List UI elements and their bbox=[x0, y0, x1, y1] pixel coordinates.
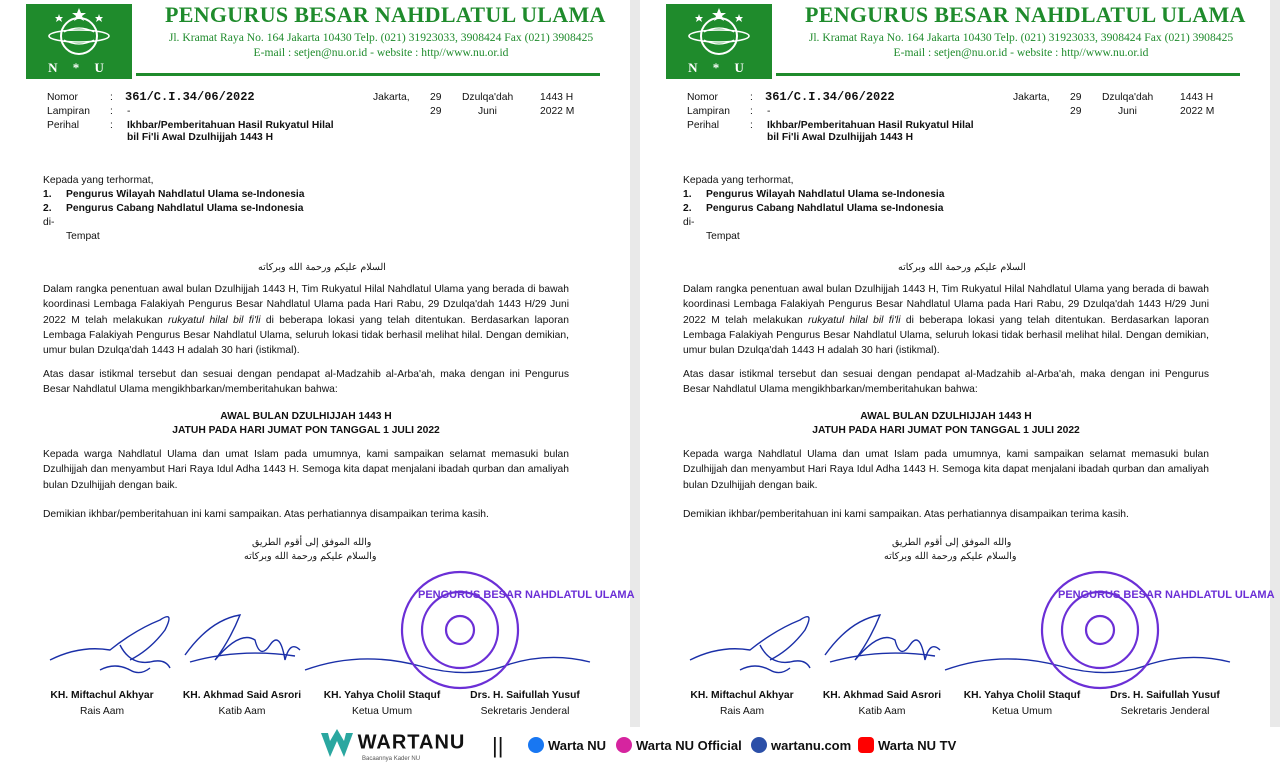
signatory-1-name: KH. Miftachul Akhyar bbox=[50, 690, 154, 701]
lampiran-label: Lampiran bbox=[47, 106, 90, 117]
signatory-1-name: KH. Miftachul Akhyar bbox=[690, 690, 794, 701]
recipient-num-2: 2. bbox=[683, 203, 692, 214]
nomor-label: Nomor bbox=[47, 92, 78, 103]
recipient-num-1: 1. bbox=[683, 189, 692, 200]
signatory-4 bbox=[1095, 688, 1235, 720]
perihal-line-1: Ikhbar/Pemberitahuan Hasil Rukyatul Hilal bbox=[767, 120, 974, 131]
recipient-2: Pengurus Cabang Nahdlatul Ulama se-Indonesia bbox=[706, 203, 944, 214]
date-hijri-day: 29 bbox=[1070, 92, 1082, 103]
facebook-icon bbox=[528, 737, 544, 753]
paragraph-1-emphasis: rukyatul hilal bil fi'li bbox=[808, 314, 901, 326]
instagram-label: Warta NU Official bbox=[636, 738, 742, 753]
facebook-link[interactable] bbox=[528, 737, 606, 753]
signatory-2-name: KH. Akhmad Said Asrori bbox=[182, 690, 302, 701]
letter-page-right bbox=[640, 0, 1275, 727]
date-city: Jakarta, bbox=[373, 92, 410, 103]
date-hijri-day: 29 bbox=[430, 92, 442, 103]
instagram-icon bbox=[616, 737, 632, 753]
paragraph-4: Demikian ikhbar/pemberitahuan ini kami sampaikan. Atas perhatiannya disampaikan terima kasih. bbox=[683, 509, 1129, 520]
closing-line-1: والله الموفق إلى أقوم الطريق bbox=[252, 537, 372, 548]
lampiran-label: Lampiran bbox=[687, 106, 730, 117]
nomor-value: 361/C.I.34/06/2022 bbox=[765, 90, 895, 104]
signatory-3 bbox=[952, 688, 1092, 720]
date-hijri-month: Dzulqa'dah bbox=[1102, 92, 1154, 103]
announcement-line-1: AWAL BULAN DZULHIJJAH 1443 H bbox=[220, 411, 392, 422]
salam-opening: السلام عليكم ورحمة الله وبركاته bbox=[258, 262, 386, 273]
header-rule bbox=[776, 73, 1240, 76]
paragraph-1-part-b: di beberapa lokasi yang telah ditentukan. Berdasarkan laporan Lembaga Falakiyah Pengurus Besar Nahdlatul Ulama, seluruh lokasi tidak berhasil melihat hilal. Dengan demikian, umur bulan Dzulqa'dah 1443 H adalah 30 hari (istikmal). bbox=[683, 314, 1209, 357]
paragraph-1-emphasis: rukyatul hilal bil fi'li bbox=[168, 314, 261, 326]
recipient-place: Tempat bbox=[706, 231, 740, 242]
paragraph-1 bbox=[683, 282, 1209, 358]
address-line-1: Jl. Kramat Raya No. 164 Jakarta 10430 Telp. (021) 31923033, 3908424 Fax (021) 3908425 bbox=[808, 31, 1234, 44]
signatory-3-name: KH. Yahya Cholil Staquf bbox=[963, 690, 1081, 701]
recipient-di: di- bbox=[43, 217, 55, 228]
nomor-colon: : bbox=[110, 92, 113, 103]
org-address bbox=[805, 30, 1237, 60]
recipient-1: Pengurus Wilayah Nahdlatul Ulama se-Indonesia bbox=[706, 189, 945, 200]
paragraph-4: Demikian ikhbar/pemberitahuan ini kami sampaikan. Atas perhatiannya disampaikan terima kasih. bbox=[43, 509, 489, 520]
paragraph-2: Atas dasar istikmal tersebut dan sesuai dengan pendapat al-Madzahib al-Arba'ah, maka dengan ini Pengurus Besar Nahdlatul Ulama mengikhbarkan/memberitahukan bahwa: bbox=[43, 369, 569, 396]
lampiran-colon: : bbox=[750, 106, 753, 117]
closing-line-2: والسلام عليكم ورحمة الله وبركاته bbox=[884, 551, 1017, 562]
date-greg-year: 2022 M bbox=[1180, 106, 1215, 117]
recipient-2: Pengurus Cabang Nahdlatul Ulama se-Indonesia bbox=[66, 203, 304, 214]
nomor-label: Nomor bbox=[687, 92, 718, 103]
announcement-line-2: JATUH PADA HARI JUMAT PON TANGGAL 1 JULI 2022 bbox=[172, 425, 440, 436]
signature-1-icon bbox=[690, 617, 810, 673]
signatory-1 bbox=[42, 688, 162, 720]
paragraph-2: Atas dasar istikmal tersebut dan sesuai dengan pendapat al-Madzahib al-Arba'ah, maka dengan ini Pengurus Besar Nahdlatul Ulama mengikhbarkan/memberitahukan bahwa: bbox=[683, 369, 1209, 396]
signatory-4 bbox=[455, 688, 595, 720]
nomor-value: 361/C.I.34/06/2022 bbox=[125, 90, 255, 104]
lampiran-value: - bbox=[767, 106, 771, 117]
recipient-num-2: 2. bbox=[43, 203, 52, 214]
date-hijri-year: 1443 H bbox=[540, 92, 574, 103]
header-rule bbox=[136, 73, 600, 76]
signature-2-icon bbox=[185, 615, 300, 662]
address-line-2: E-mail : setjen@nu.or.id - website : http//www.nu.or.id bbox=[893, 46, 1149, 59]
date-hijri-month: Dzulqa'dah bbox=[462, 92, 514, 103]
facebook-label: Warta NU bbox=[548, 738, 607, 753]
footer-bar bbox=[0, 727, 1280, 768]
signatory-4-title: Sekretaris Jenderal bbox=[1120, 706, 1210, 717]
signatory-2 bbox=[812, 688, 952, 720]
signature-1-icon bbox=[50, 617, 170, 673]
paragraph-1-part-a: Dalam rangka penentuan awal bulan Dzulhijjah 1443 H, Tim Rukyatul Hilal Nahdlatul Ulama yang berada di bawah koordinasi Lembaga Falakiyah Pengurus Besar Nahdlatul Ulama pada Hari Rabu, 29 Dzulqa'dah 1443 H/29 Juni 2022 M telah melakukan bbox=[683, 284, 1209, 326]
paragraph-1 bbox=[43, 282, 569, 358]
nomor-colon: : bbox=[750, 92, 753, 103]
signatory-1-title: Rais Aam bbox=[79, 706, 125, 717]
youtube-icon bbox=[858, 737, 874, 753]
closing-line-2: والسلام عليكم ورحمة الله وبركاته bbox=[244, 551, 377, 562]
salam-opening: السلام عليكم ورحمة الله وبركاته bbox=[898, 262, 1026, 273]
youtube-link[interactable] bbox=[858, 737, 956, 753]
footer-separator: || bbox=[492, 733, 504, 758]
logo-letters: N * U bbox=[688, 60, 750, 75]
globe-icon bbox=[751, 737, 767, 753]
instagram-link[interactable] bbox=[616, 737, 742, 753]
youtube-label: Warta NU TV bbox=[878, 738, 957, 753]
paragraph-3: Kepada warga Nahdlatul Ulama dan umat Islam pada umumnya, kami sampaikan selamat memasuki bulan Dzulhijjah dan menyambut Hari Raya Idul Adha 1443 H. Semoga kita dapat menjalani ibadah qurban dan amaliyah bulan Dzulhijjah dengan baik. bbox=[683, 449, 1209, 491]
org-address bbox=[165, 30, 597, 60]
website-label: wartanu.com bbox=[771, 738, 852, 753]
lampiran-value: - bbox=[127, 106, 131, 117]
address-line-1: Jl. Kramat Raya No. 164 Jakarta 10430 Telp. (021) 31923033, 3908424 Fax (021) 3908425 bbox=[168, 31, 594, 44]
date-city: Jakarta, bbox=[1013, 92, 1050, 103]
signatory-4-title: Sekretaris Jenderal bbox=[480, 706, 570, 717]
org-name: PENGURUS BESAR NAHDLATUL ULAMA bbox=[165, 2, 606, 27]
signatory-3-title: Ketua Umum bbox=[991, 706, 1053, 717]
date-greg-month: Juni bbox=[478, 106, 497, 117]
date-greg-month: Juni bbox=[1118, 106, 1137, 117]
announcement-line-2: JATUH PADA HARI JUMAT PON TANGGAL 1 JULI 2022 bbox=[812, 425, 1080, 436]
nu-logo bbox=[26, 4, 132, 79]
org-name: PENGURUS BESAR NAHDLATUL ULAMA bbox=[805, 2, 1246, 27]
signatory-2-title: Katib Aam bbox=[858, 706, 906, 717]
date-hijri-year: 1443 H bbox=[1180, 92, 1214, 103]
perihal-label: Perihal bbox=[47, 120, 80, 131]
perihal-line-1: Ikhbar/Pemberitahuan Hasil Rukyatul Hilal bbox=[127, 120, 334, 131]
signatures-drawing bbox=[680, 589, 1275, 690]
signatures-drawing bbox=[40, 589, 635, 690]
perihal-colon: : bbox=[750, 120, 753, 131]
logo-letters: N * U bbox=[48, 60, 110, 75]
signatory-1 bbox=[682, 688, 802, 720]
stamp-text: PENGURUS BESAR NAHDLATUL ULAMA bbox=[418, 589, 635, 601]
recipient-1: Pengurus Wilayah Nahdlatul Ulama se-Indonesia bbox=[66, 189, 305, 200]
signatory-3 bbox=[312, 688, 452, 720]
date-greg-day: 29 bbox=[1070, 106, 1082, 117]
nu-logo bbox=[666, 4, 772, 79]
website-link[interactable] bbox=[751, 737, 851, 753]
recipient-intro: Kepada yang terhormat, bbox=[43, 175, 154, 186]
closing-line-1: والله الموفق إلى أقوم الطريق bbox=[892, 537, 1012, 548]
perihal-label: Perihal bbox=[687, 120, 720, 131]
brand-name: WARTANU bbox=[357, 731, 466, 754]
signatory-2-title: Katib Aam bbox=[218, 706, 266, 717]
signatory-1-title: Rais Aam bbox=[719, 706, 765, 717]
signatory-3-name: KH. Yahya Cholil Staquf bbox=[323, 690, 441, 701]
perihal-line-2: bil Fi'li Awal Dzulhijjah 1443 H bbox=[767, 132, 914, 143]
signatory-4-name: Drs. H. Saifullah Yusuf bbox=[470, 690, 580, 701]
address-line-2: E-mail : setjen@nu.or.id - website : http//www.nu.or.id bbox=[253, 46, 509, 59]
perihal-colon: : bbox=[110, 120, 113, 131]
signature-2-icon bbox=[825, 615, 940, 662]
date-greg-year: 2022 M bbox=[540, 106, 575, 117]
paragraph-3: Kepada warga Nahdlatul Ulama dan umat Islam pada umumnya, kami sampaikan selamat memasuki bulan Dzulhijjah dan menyambut Hari Raya Idul Adha 1443 H. Semoga kita dapat menjalani ibadah qurban dan amaliyah bulan Dzulhijjah dengan baik. bbox=[43, 449, 569, 491]
brand-tagline: Bacaannya Kader NU bbox=[362, 756, 421, 762]
recipient-di: di- bbox=[683, 217, 695, 228]
signatory-3-title: Ketua Umum bbox=[351, 706, 413, 717]
announcement-line-1: AWAL BULAN DZULHIJJAH 1443 H bbox=[860, 411, 1032, 422]
brand-logo bbox=[320, 731, 465, 759]
letter-page-left bbox=[0, 0, 635, 727]
stamp-text: PENGURUS BESAR NAHDLATUL ULAMA bbox=[1058, 589, 1275, 601]
recipient-num-1: 1. bbox=[43, 189, 52, 200]
date-greg-day: 29 bbox=[430, 106, 442, 117]
perihal-line-2: bil Fi'li Awal Dzulhijjah 1443 H bbox=[127, 132, 274, 143]
brand-mark-icon bbox=[320, 731, 354, 759]
paragraph-1-part-a: Dalam rangka penentuan awal bulan Dzulhijjah 1443 H, Tim Rukyatul Hilal Nahdlatul Ulama yang berada di bawah koordinasi Lembaga Falakiyah Pengurus Besar Nahdlatul Ulama pada Hari Rabu, 29 Dzulqa'dah 1443 H/29 Juni 2022 M telah melakukan bbox=[43, 284, 569, 326]
signatory-2 bbox=[172, 688, 312, 720]
recipient-place: Tempat bbox=[66, 231, 100, 242]
recipient-intro: Kepada yang terhormat, bbox=[683, 175, 794, 186]
paragraph-1-part-b: di beberapa lokasi yang telah ditentukan. Berdasarkan laporan Lembaga Falakiyah Pengurus Besar Nahdlatul Ulama, seluruh lokasi tidak berhasil melihat hilal. Dengan demikian, umur bulan Dzulqa'dah 1443 H adalah 30 hari (istikmal). bbox=[43, 314, 569, 357]
signatory-2-name: KH. Akhmad Said Asrori bbox=[822, 690, 942, 701]
lampiran-colon: : bbox=[110, 106, 113, 117]
signatory-4-name: Drs. H. Saifullah Yusuf bbox=[1110, 690, 1220, 701]
